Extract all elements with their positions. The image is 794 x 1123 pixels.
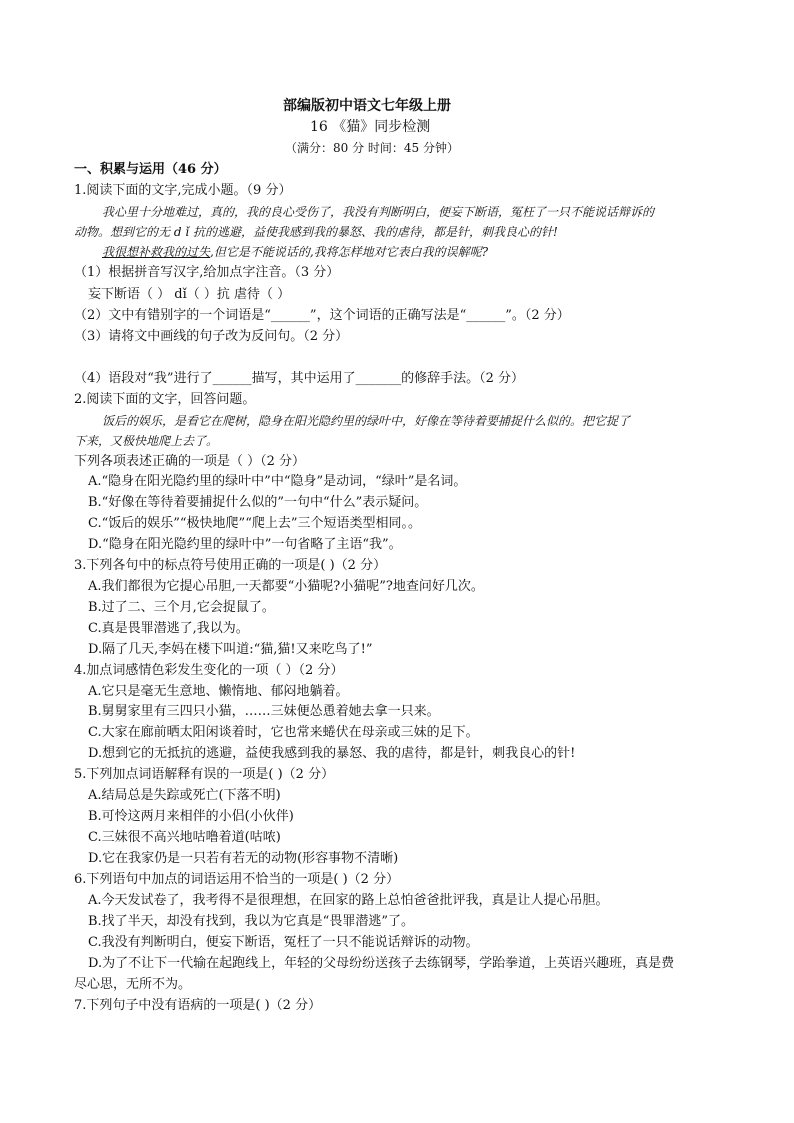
q7-stem: 7.下列句子中没有语病的一项是( )（2 分） (74, 998, 322, 1013)
q2-passage-line2: 下来，又极快地爬上去了。 (74, 434, 219, 448)
q1-sub2: （2）文中有错别字的一个词语是“______”，这个词语的正确写法是“______”。（2 分） (74, 308, 570, 323)
q6-option-d-cont: 尽心思，无所不为。 (74, 977, 192, 992)
q3-option-b: B.过了二、三个月,它会捉鼠了。 (88, 600, 275, 615)
q5-stem: 5.下列加点词语解释有误的一项是( )（2 分） (74, 767, 335, 782)
q2-passage-line1: 饭后的娱乐，是看它在爬树，隐身在阳光隐约里的绿叶中，好像在等待着要捕捉什么似的。把它捉了 (102, 414, 631, 428)
document-subtitle: 16 《猫》同步检测 (310, 119, 431, 135)
q2-option-c: C.“饭后的娱乐”“极快地爬”“爬上去”三个短语类型相同。。 (88, 516, 421, 531)
q6-option-b: B.找了半天，却没有找到，我以为它真是“畏罪潜逃”了。 (88, 914, 414, 929)
q2-stem: 2.阅读下面的文字，回答问题。 (74, 392, 256, 407)
q3-option-a: A.我们都很为它提心吊胆,一天都要“小猫呢?小猫呢”?地查问好几次。 (88, 579, 484, 594)
q1-passage-line3 (102, 242, 488, 262)
q3-stem: 3.下列各句中的标点符号使用正确的一项是( )（2 分） (74, 558, 387, 573)
q3-option-d: D.隔了几天,李妈在楼下叫道:“猫,猫!又来吃鸟了!” (88, 642, 373, 657)
q5-option-d: D.它在我家仍是一只若有若无的动物(形容事物不清晰) (88, 851, 399, 866)
q2-option-d: D.“隐身在阳光隐约里的绿叶中”一句省略了主语“我”。 (88, 537, 402, 552)
q4-option-b: B.舅舅家里有三四只小猫，……三妹便怂恿着她去拿一只来。 (88, 704, 440, 719)
q1-sub1-items: 妄下断语（ ） dǐ（ ）抗 虐待（ ） (88, 287, 291, 302)
q5-option-a: A.结局总是失踪或死亡(下落不明) (88, 788, 281, 803)
document-title: 部编版初中语文七年级上册 (283, 98, 451, 114)
q4-option-d: D.想到它的无抵抗的逃避，益使我感到我的暴怒、我的虐待，都是针，刺我良心的针! (88, 746, 576, 761)
q5-option-c: C.三妹很不高兴地咕噜着道(咕哝) (88, 830, 281, 845)
q1-sub1: （1）根据拼音写汉字,给加点字注音。（3 分） (74, 265, 340, 280)
q4-stem: 4.加点词感情色彩发生变化的一项（ ）（2 分） (74, 663, 344, 678)
q3-option-c: C.真是畏罪潜逃了,我以为。 (88, 621, 249, 636)
q6-option-d: D.为了不让下一代输在起跑线上，年轻的父母纷纷送孩子去练钢琴，学跆拳道，上英语兴趣班，真是费 (88, 956, 675, 971)
q6-option-a: A.今天发试卷了，我考得不是很理想，在回家的路上总怕爸爸批评我，真是让人提心吊胆。 (88, 893, 609, 908)
q1-sub4: （4）语段对“我”进行了______描写，其中运用了_______的修辞手法。（2 分） (74, 371, 524, 386)
q4-option-c: C.大家在廊前晒太阳闲谈着时，它也常来蜷伏在母亲或三妹的足下。 (88, 725, 479, 740)
q6-option-c: C.我没有判断明白，便妄下断语，冤枉了一只不能说话辩诉的动物。 (88, 935, 479, 950)
q2-option-b: B.“好像在等待着要捕捉什么似的”一句中“什么”表示疑问。 (88, 495, 428, 510)
q5-option-b: B.可怜这两月来相伴的小侣(小伙伴) (88, 809, 294, 824)
exam-meta: （满分：80 分 时间：45 分钟） (285, 141, 459, 155)
q2-question: 下列各项表述正确的一项是（ ）（2 分） (74, 454, 306, 469)
underlined-sentence: 我很想补救我的过失 (102, 245, 211, 259)
q1-sub3: （3）请将文中画线的句子改为反问句。（2 分） (74, 329, 349, 344)
q1-passage-line1: 我心里十分地难过，真的，我的良心受伤了，我没有判断明白，便妄下断语，冤枉了一只不能说话辩诉的 (102, 205, 655, 219)
q1-stem: 1.阅读下面的文字,完成小题。（9 分） (74, 183, 292, 198)
q1-passage-line2: 动物。想到它的无 d ǐ 抗的逃避，益使我感到我的暴怒、我的虐待，都是针，刺我良心的针! (74, 225, 558, 239)
q4-option-a: A.它只是毫无生意地、懒惰地、郁闷地躺着。 (88, 684, 349, 699)
section-heading: 一、积累与运用（46 分） (74, 162, 227, 177)
q6-stem: 6.下列语句中加点的词语运用不恰当的一项是( )（2 分） (74, 872, 400, 887)
passage-line3-rest: ,但它是不能说话的,我将怎样地对它表白我的误解呢? (210, 245, 489, 259)
q2-option-a: A.“隐身在阳光隐约里的绿叶中”中“隐身”是动词，“绿叶”是名词。 (88, 474, 467, 489)
